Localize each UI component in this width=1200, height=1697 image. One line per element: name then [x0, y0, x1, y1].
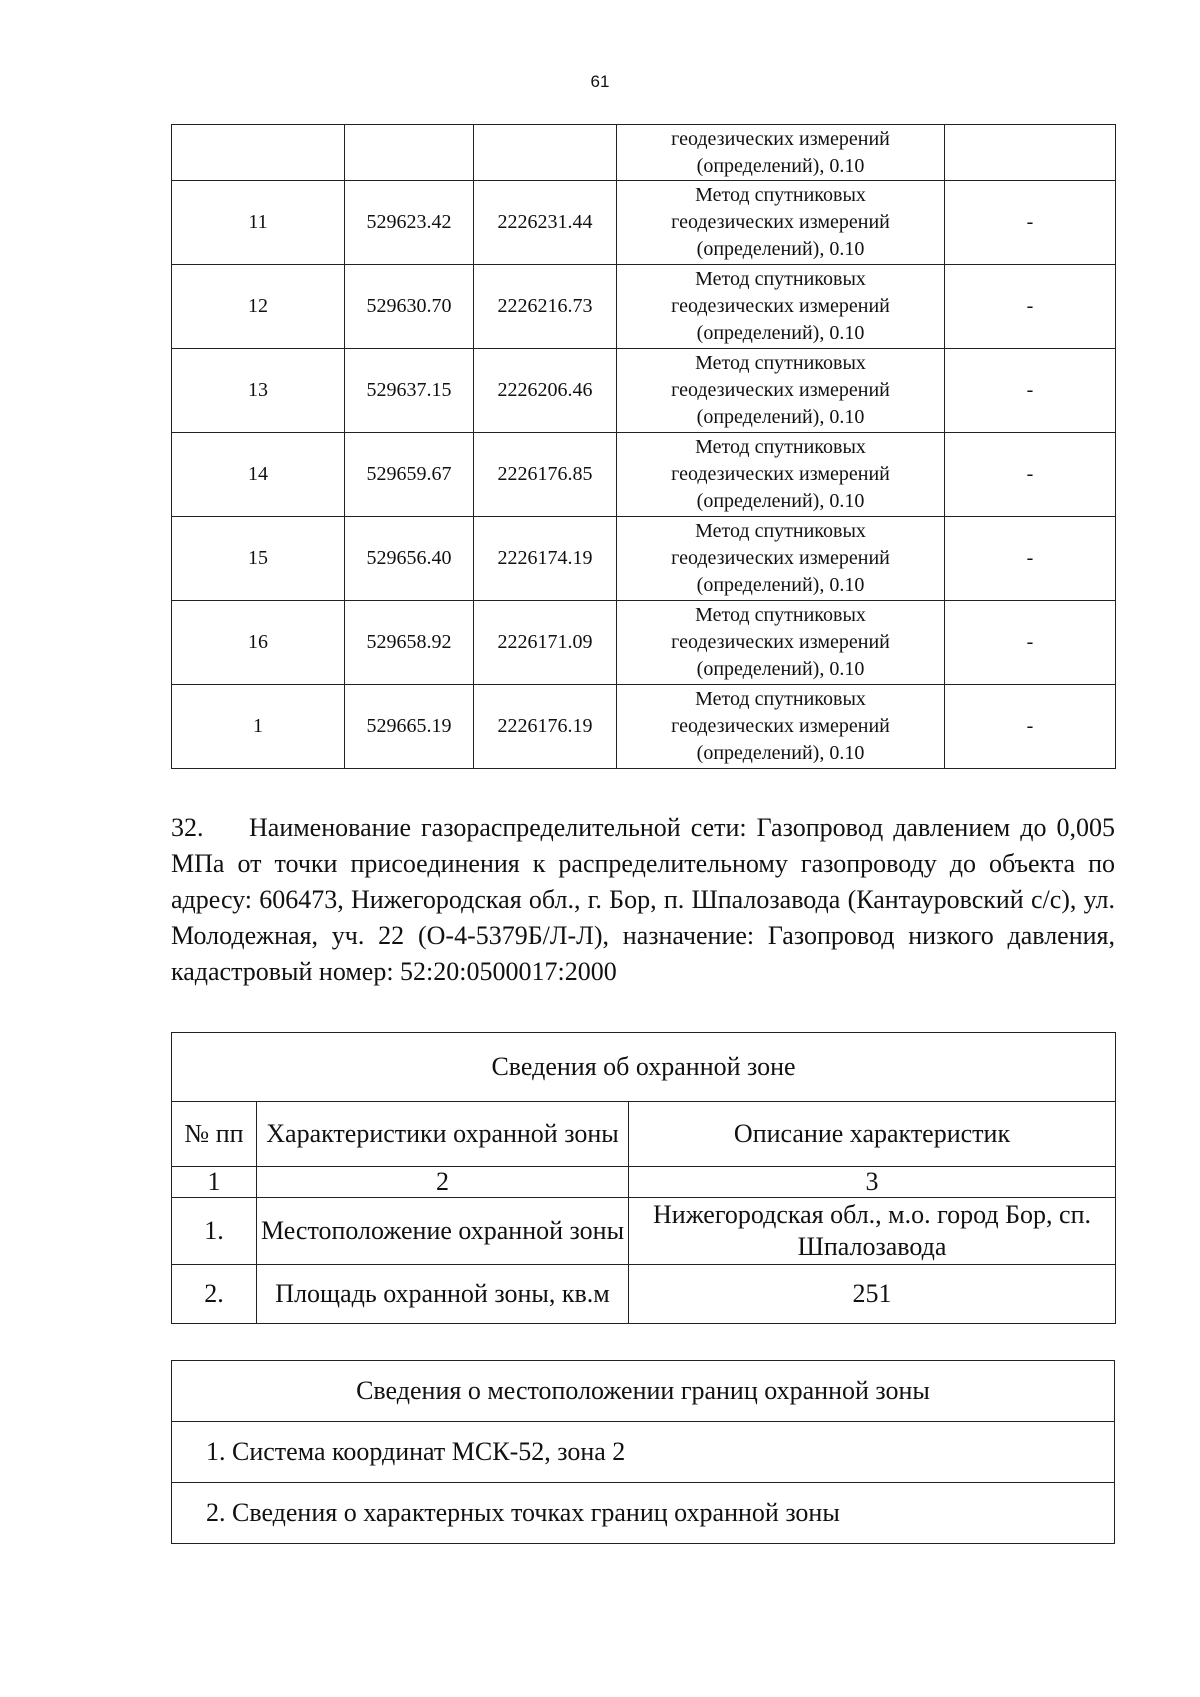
method-line: (определений), 0.10 [696, 742, 865, 764]
method-cell [617, 517, 945, 601]
y-coordinate-cell: 2226231.44 [474, 181, 617, 265]
table-title-row [172, 1361, 1115, 1422]
y-coordinate-cell: 2226216.73 [474, 265, 617, 349]
method-cell [617, 433, 945, 517]
table-row [172, 349, 1116, 433]
method-line: (определений), 0.10 [696, 490, 865, 512]
point-number-cell: 1 [172, 685, 345, 769]
point-number-cell [172, 125, 345, 181]
column-header: № пп [172, 1102, 257, 1167]
table-row [172, 1265, 1116, 1324]
page-number: 61 [590, 72, 610, 91]
column-index: 3 [629, 1167, 1116, 1198]
column-header: Описание характеристик [629, 1102, 1116, 1167]
y-coordinate-cell [474, 125, 617, 181]
zone-table-title: Сведения об охранной зоне [172, 1033, 1116, 1102]
bounds-item: 2. Сведения о характерных точках границ охранной зоны [172, 1483, 1115, 1544]
method-line: геодезических измерений [671, 715, 890, 737]
section-body: Наименование газораспределительной сети: Газопровод давлением до 0,005 МПа от точки присоединения к распределительному газопроводу до объекта по адресу: 606473, Нижегородская обл., г. Бор, п. Шпалозавода (Кантауровский с/с), ул. Молодежная, уч. 22 (О-4-5379Б/Л-Л), назначение: Газопровод низкого давления, кадастровый номер: 52:20:0500017:2000 [171, 813, 1115, 986]
boundaries-table [171, 1360, 1115, 1544]
method-line: геодезических измерений [671, 547, 890, 569]
coordinates-table [171, 124, 1116, 769]
note-cell [945, 125, 1116, 181]
table-row [172, 1483, 1115, 1544]
method-line: (определений), 0.10 [696, 238, 865, 260]
table-header-row [172, 1102, 1116, 1167]
point-number-cell: 15 [172, 517, 345, 601]
method-cell [617, 265, 945, 349]
x-coordinate-cell: 529637.15 [345, 349, 474, 433]
bounds-table-title: Сведения о местоположении границ охранной зоны [172, 1361, 1115, 1422]
column-index-row [172, 1167, 1116, 1198]
point-number-cell: 16 [172, 601, 345, 685]
column-index: 1 [172, 1167, 257, 1198]
method-line: (определений), 0.10 [696, 322, 865, 344]
column-index: 2 [257, 1167, 629, 1198]
table-row [172, 685, 1116, 769]
note-cell: - [945, 517, 1116, 601]
section-number: 32. [171, 813, 204, 842]
method-line: (определений), 0.10 [696, 154, 865, 177]
table-title-row [172, 1033, 1116, 1102]
method-line: геодезических измерений [671, 631, 890, 653]
x-coordinate-cell: 529658.92 [345, 601, 474, 685]
y-coordinate-cell: 2226176.85 [474, 433, 617, 517]
description-cell: Нижегородская обл., м.о. город Бор, сп. Шпалозавода [629, 1198, 1116, 1265]
note-cell: - [945, 433, 1116, 517]
table-row [172, 601, 1116, 685]
point-number-cell: 11 [172, 181, 345, 265]
method-line: геодезических измерений [671, 127, 890, 150]
y-coordinate-cell: 2226176.19 [474, 685, 617, 769]
method-line: Метод спутниковых [695, 352, 866, 374]
table-row [172, 125, 1116, 181]
method-line: геодезических измерений [671, 463, 890, 485]
method-cell [617, 685, 945, 769]
column-header: Характеристики охранной зоны [257, 1102, 629, 1167]
row-number-cell: 1. [172, 1198, 257, 1265]
note-cell: - [945, 349, 1116, 433]
y-coordinate-cell: 2226206.46 [474, 349, 617, 433]
table-row [172, 433, 1116, 517]
table-row [172, 1198, 1116, 1265]
note-cell: - [945, 601, 1116, 685]
characteristic-cell: Площадь охранной зоны, кв.м [257, 1265, 629, 1324]
method-line: геодезических измерений [671, 295, 890, 317]
note-cell: - [945, 265, 1116, 349]
point-number-cell: 13 [172, 349, 345, 433]
method-line: (определений), 0.10 [696, 574, 865, 596]
method-cell [617, 125, 945, 181]
table-row [172, 1422, 1115, 1483]
description-cell: 251 [629, 1265, 1116, 1324]
method-cell [617, 349, 945, 433]
method-line: (определений), 0.10 [696, 406, 865, 428]
x-coordinate-cell: 529665.19 [345, 685, 474, 769]
point-number-cell: 12 [172, 265, 345, 349]
x-coordinate-cell: 529630.70 [345, 265, 474, 349]
method-cell [617, 181, 945, 265]
x-coordinate-cell: 529659.67 [345, 433, 474, 517]
method-line: Метод спутниковых [695, 436, 866, 458]
zone-info-table [171, 1032, 1116, 1324]
method-line: Метод спутниковых [695, 184, 866, 206]
note-cell: - [945, 181, 1116, 265]
method-line: (определений), 0.10 [696, 658, 865, 680]
y-coordinate-cell: 2226174.19 [474, 517, 617, 601]
x-coordinate-cell: 529656.40 [345, 517, 474, 601]
section-paragraph [171, 810, 1115, 990]
characteristic-cell: Местоположение охранной зоны [257, 1198, 629, 1265]
method-cell [617, 601, 945, 685]
table-row [172, 265, 1116, 349]
bounds-item: 1. Система координат МСК-52, зона 2 [172, 1422, 1115, 1483]
table-row [172, 181, 1116, 265]
table-row [172, 517, 1116, 601]
y-coordinate-cell: 2226171.09 [474, 601, 617, 685]
x-coordinate-cell: 529623.42 [345, 181, 474, 265]
note-cell: - [945, 685, 1116, 769]
method-line: Метод спутниковых [695, 520, 866, 542]
method-line: Метод спутниковых [695, 268, 866, 290]
method-line: Метод спутниковых [695, 688, 866, 710]
method-line: геодезических измерений [671, 211, 890, 233]
method-line: Метод спутниковых [695, 604, 866, 626]
x-coordinate-cell [345, 125, 474, 181]
point-number-cell: 14 [172, 433, 345, 517]
method-line: геодезических измерений [671, 379, 890, 401]
row-number-cell: 2. [172, 1265, 257, 1324]
